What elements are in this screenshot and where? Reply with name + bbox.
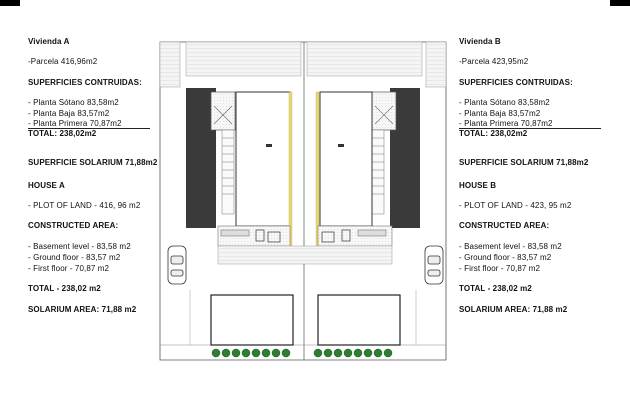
- house-a-plot-en: - PLOT OF LAND - 416, 96 m2: [28, 201, 141, 210]
- house-b-title: Vivienda B: [459, 37, 501, 46]
- house-a-primera: - Planta Primera 70,87m2: [28, 119, 122, 128]
- house-b-parcela: -Parcela 423,95m2: [459, 57, 529, 66]
- house-b-total: TOTAL: 238,02m2: [459, 129, 528, 138]
- lightwell-b: [372, 92, 396, 130]
- entrance-area: [218, 246, 392, 264]
- side-strip-a: [160, 42, 180, 87]
- house-a-solarium-es: SUPERFICIE SOLARIUM 71,88m2: [28, 158, 158, 167]
- house-a-title: Vivienda A: [28, 37, 70, 46]
- house-b-basement-en: - Basement level - 83,58 m2: [459, 242, 562, 251]
- house-b-footprint: [320, 92, 372, 226]
- house-a-house-en: HOUSE A: [28, 181, 65, 190]
- house-b-plot-en: - PLOT OF LAND - 423, 95 m2: [459, 201, 572, 210]
- house-a-basement-en: - Basement level - 83,58 m2: [28, 242, 131, 251]
- stairs-b: [372, 130, 384, 214]
- house-b-ground-en: - Ground floor - 83,57 m2: [459, 253, 552, 262]
- stairs-a: [222, 130, 234, 214]
- house-b-house-en: HOUSE B: [459, 181, 497, 190]
- house-a-parcela: -Parcela 416,96m2: [28, 57, 98, 66]
- rear-terrace-b: [307, 42, 422, 76]
- house-b-first-en: - First floor - 70,87 m2: [459, 264, 541, 273]
- garage-a: [211, 295, 293, 345]
- house-b-baja: - Planta Baja 83,57m2: [459, 109, 541, 118]
- house-a-fixture: [266, 144, 272, 147]
- house-a-solarium-en: SOLARIUM AREA: 71,88 m2: [28, 305, 137, 314]
- car-a-icon: [168, 246, 186, 284]
- garage-b: [318, 295, 400, 345]
- house-b-constructed-en: CONSTRUCTED AREA:: [459, 221, 550, 230]
- house-a-sotano: - Planta Sótano 83,58m2: [28, 98, 119, 107]
- lightwell-a: [211, 92, 235, 130]
- house-a-total: TOTAL: 238,02m2: [28, 129, 97, 138]
- house-b-superficies-heading: SUPERFICIES CONTRUIDAS:: [459, 78, 573, 87]
- house-a-footprint: [236, 92, 290, 226]
- rear-terrace-a: [186, 42, 301, 76]
- house-b-primera: - Planta Primera 70,87m2: [459, 119, 553, 128]
- house-b-solarium-es: SUPERFICIE SOLARIUM 71,88m2: [459, 158, 589, 167]
- house-a-superficies-heading: SUPERFICIES CONTRUIDAS:: [28, 78, 142, 87]
- house-a-ground-en: - Ground floor - 83,57 m2: [28, 253, 121, 262]
- house-b-sotano: - Planta Sótano 83,58m2: [459, 98, 550, 107]
- side-strip-b: [426, 42, 446, 87]
- house-b-fixture: [338, 144, 344, 147]
- house-a-first-en: - First floor - 70,87 m2: [28, 264, 110, 273]
- house-b-solarium-en: SOLARIUM AREA: 71,88 m2: [459, 305, 568, 314]
- house-a-total-en: TOTAL - 238,02 m2: [28, 284, 101, 293]
- front-trees: [212, 349, 392, 357]
- house-a-baja: - Planta Baja 83,57m2: [28, 109, 110, 118]
- house-a-constructed-en: CONSTRUCTED AREA:: [28, 221, 119, 230]
- house-b-total-en: TOTAL - 238,02 m2: [459, 284, 532, 293]
- car-b-icon: [425, 246, 443, 284]
